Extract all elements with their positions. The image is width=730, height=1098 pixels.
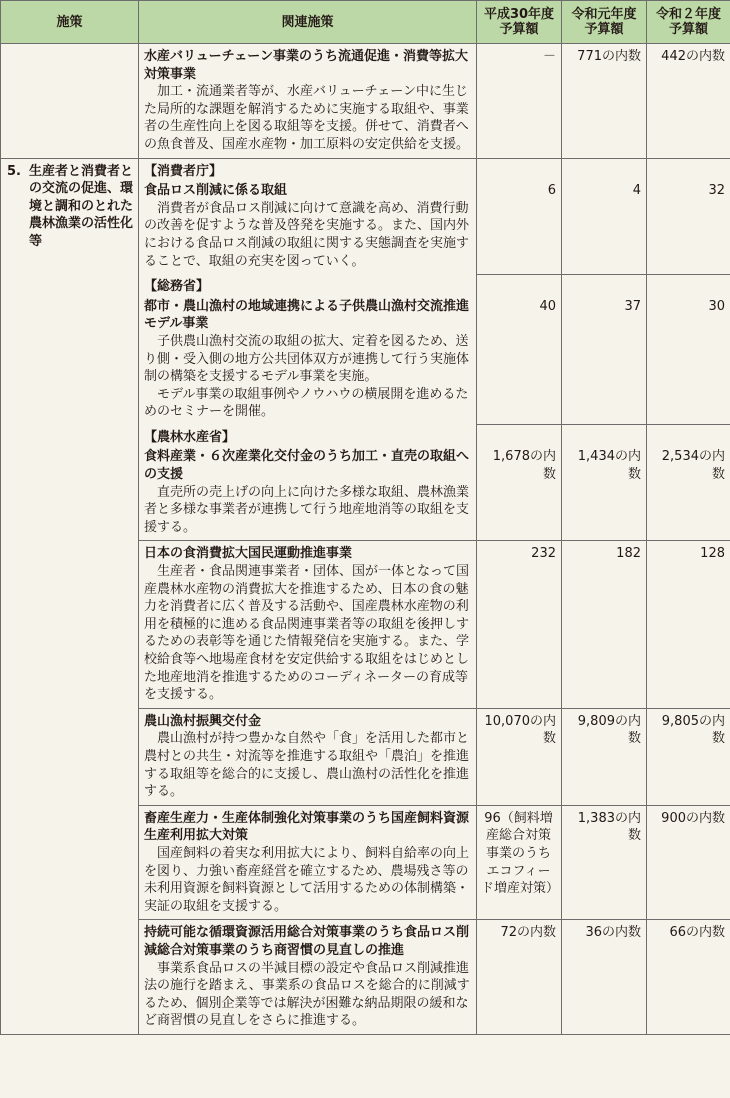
section-label: 【消費者庁】 (139, 158, 477, 182)
header-measure: 施策 (1, 1, 139, 44)
item-desc: 国産飼料の着実な利用拡大により、飼料自給率の向上を図り、力強い畜産経営を確立するため、農場残さ等の未利用資源を飼料資源として活用するための体制構築・実証の取組を支援する。 (144, 845, 470, 914)
item-title: 食品ロス削減に係る取組 (144, 183, 288, 199)
r1-value: 4 (562, 182, 647, 274)
item-title: 持続可能な循環資源活用総合対策事業のうち食品ロス削減総合対策事業のうち商習慣の見直しの推進 (144, 925, 470, 958)
r1-value: 36の内数 (562, 920, 647, 1035)
section-row (1, 158, 730, 182)
h30-value: 96（飼料増産総合対策事業のうちエコフィード増産対策） (477, 805, 562, 920)
header-r1: 令和元年度 予算額 (562, 1, 647, 44)
h30-value: － (477, 44, 562, 159)
section-label: 【農林水産省】 (139, 425, 477, 449)
item-title: 水産バリューチェーン事業のうち流通促進・消費等拡大対策事業 (144, 49, 468, 82)
item-desc: 農山漁村が持つ豊かな自然や「食」を活用した都市と農村との共生・対流等を推進する取組や「農泊」を推進する取組等を総合的に支援し、農山漁村の活性化を推進する。 (144, 731, 470, 800)
item-desc: 事業系食品ロスの半減目標の設定や食品ロス削減推進法の施行を踏まえ、事業系の食品ロスを総合的に削減するため、個別企業等では解決が困難な納品期限の緩和など商習慣の見直しをさらに推進する。 (144, 960, 470, 1029)
category-number: 5. (7, 163, 21, 179)
r1-value: 771の内数 (562, 44, 647, 159)
r2-value: 900の内数 (647, 805, 730, 920)
header-related: 関連施策 (139, 1, 477, 44)
measure-cell-empty (1, 44, 139, 159)
h30-value: 40 (477, 298, 562, 425)
r1-value: 9,809の内数 (562, 708, 647, 805)
h30-value: 1,678の内数 (477, 448, 562, 540)
h30-value: 72の内数 (477, 920, 562, 1035)
r2-value: 9,805の内数 (647, 708, 730, 805)
table-row (1, 44, 730, 159)
r1-value: 1,434の内数 (562, 448, 647, 540)
h30-value: 10,070の内数 (477, 708, 562, 805)
r2-value: 32 (647, 182, 730, 274)
h30-value: 6 (477, 182, 562, 274)
item-title: 日本の食消費拡大国民運動推進事業 (144, 546, 353, 562)
r2-value: 2,534の内数 (647, 448, 730, 540)
r1-value: 37 (562, 298, 647, 425)
item-title: 都市・農山漁村の地域連携による子供農山漁村交流推進モデル事業 (144, 298, 470, 332)
item-desc: 加工・流通業者等が、水産バリューチェーン中に生じた局所的な課題を解消するために実施する取組や、事業者の生産性向上を図る取組等を支援。併せて、消費者への魚食普及、国産水産物・加工原料の安定供給を支援。 (144, 84, 470, 152)
item-desc: 消費者が食品ロス削減に向けて意識を高め、消費行動の改善を促すような普及啓発を実施する。また、国内外における食品ロス削減の取組に関する実態調査を実施することで、取組の充実を図っていく。 (144, 200, 470, 269)
item-desc: モデル事業の取組事例やノウハウの横展開を進めるためのセミナーを開催。 (144, 386, 469, 420)
r1-value: 1,383の内数 (562, 805, 647, 920)
related-cell (139, 44, 477, 159)
r2-value: 30 (647, 298, 730, 425)
r2-value: 442の内数 (647, 44, 730, 159)
item-title: 農山漁村振興交付金 (144, 713, 262, 729)
r2-value: 66の内数 (647, 920, 730, 1035)
section-label: 【総務省】 (139, 274, 477, 298)
header-r2: 令和２年度 予算額 (647, 1, 730, 44)
category-label: 生産者と消費者との交流の促進、環境と調和のとれた農林漁業の活性化等 (29, 163, 134, 249)
item-desc: 子供農山漁村交流の取組の拡大、定着を図るため、送り側・受入側の地方公共団体双方が連携して行う実施体制の構築を支援するモデル事業を実施。 (144, 333, 470, 385)
item-desc: 生産者・食品関連事業者・団体、国が一体となって国産農林水産物の消費拡大を推進するため、日本の食の魅力を消費者に広く普及する活動や、国産農林水産物の利用を積極的に進める食品関連事業者等の取組を後押しするための表彰等を通じた情報発信を実施する。また、学校給食等へ地場産食材を安定供給する取組をはじめとした地産地消を推進するためのコーディネーターの育成等を支援する。 (144, 564, 470, 703)
item-title: 畜産生産力・生産体制強化対策事業のうち国産飼料資源生産利用拡大対策 (144, 810, 470, 844)
header-h30: 平成30年度 予算額 (477, 1, 562, 44)
item-desc: 直売所の売上げの向上に向けた多様な取組、農林漁業者と多様な事業者が連携して行う地産地消等の取組を支援する。 (144, 484, 470, 535)
item-title: 食料産業・６次産業化交付金のうち加工・直売の取組への支援 (144, 449, 470, 483)
r2-value: 128 (647, 541, 730, 708)
r1-value: 182 (562, 541, 647, 708)
measure-cell (1, 158, 139, 1034)
header-row (1, 1, 730, 44)
h30-value: 232 (477, 541, 562, 708)
